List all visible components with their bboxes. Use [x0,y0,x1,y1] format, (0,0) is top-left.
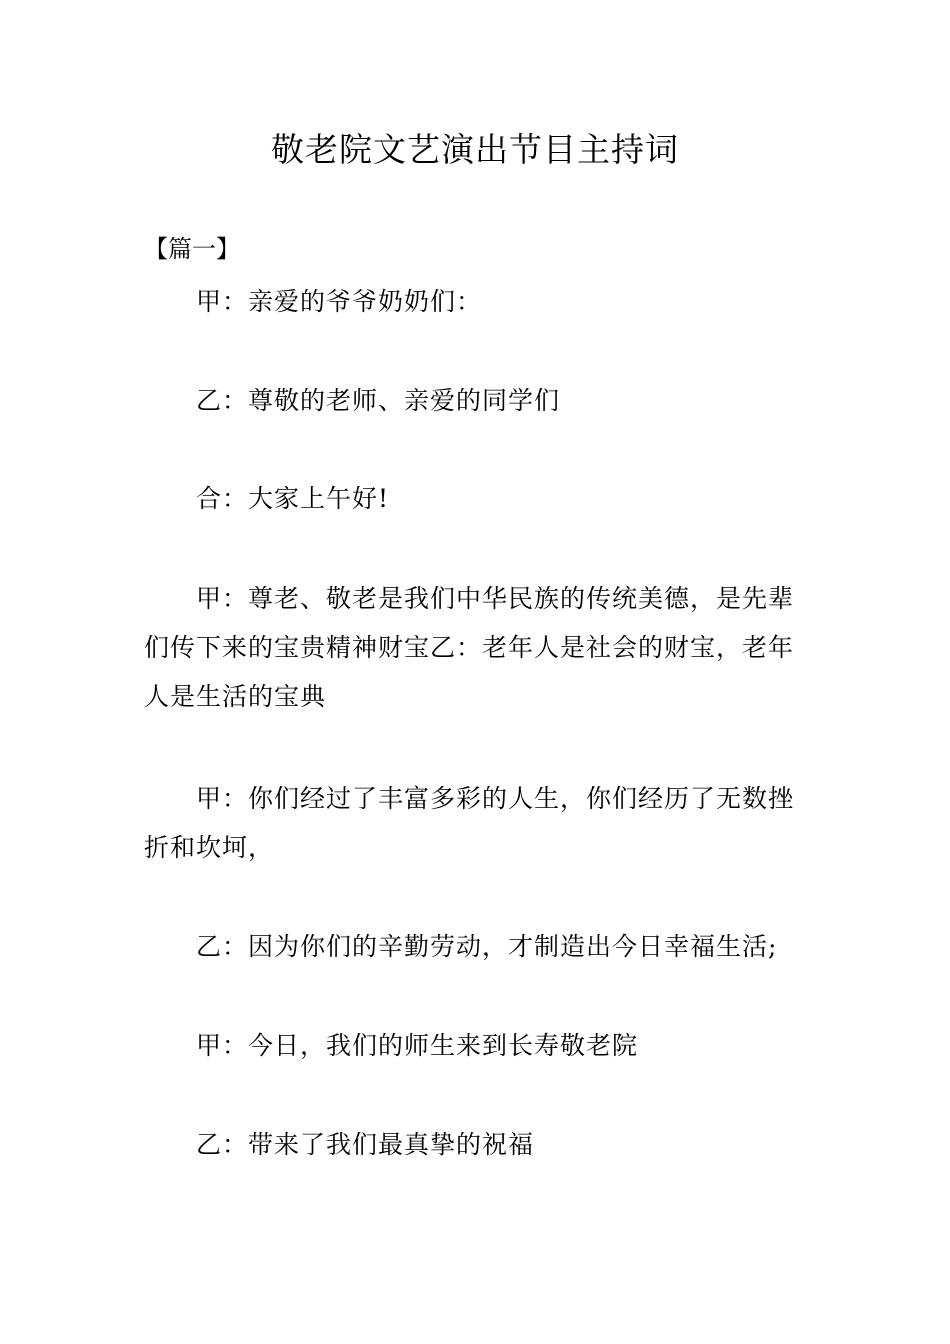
section-label: 【篇一】 [144,235,240,263]
paragraph: 甲：今日，我们的师生来到长寿敬老院 [196,1031,639,1060]
paragraph: 甲：你们经过了丰富多彩的人生，你们经历了无数挫折和坎坷， [144,784,795,862]
paragraph: 乙：带来了我们最真挚的祝福 [196,1130,535,1159]
paragraph: 合：大家上午好! [196,484,390,513]
document-title: 敬老院文艺演出节目主持词 [271,130,679,169]
paragraph: 甲：亲爱的爷爷奶奶们： [196,287,483,316]
paragraph: 乙：尊敬的老师、亲爱的同学们 [196,386,561,415]
paragraph: 乙：因为你们的辛勤劳动，才制造出今日幸福生活; [196,932,778,961]
paragraph: 甲：尊老、敬老是我们中华民族的传统美德，是先辈们传下来的宝贵精神财宝乙：老年人是社会的财宝，老年人是生活的宝典 [144,584,795,711]
